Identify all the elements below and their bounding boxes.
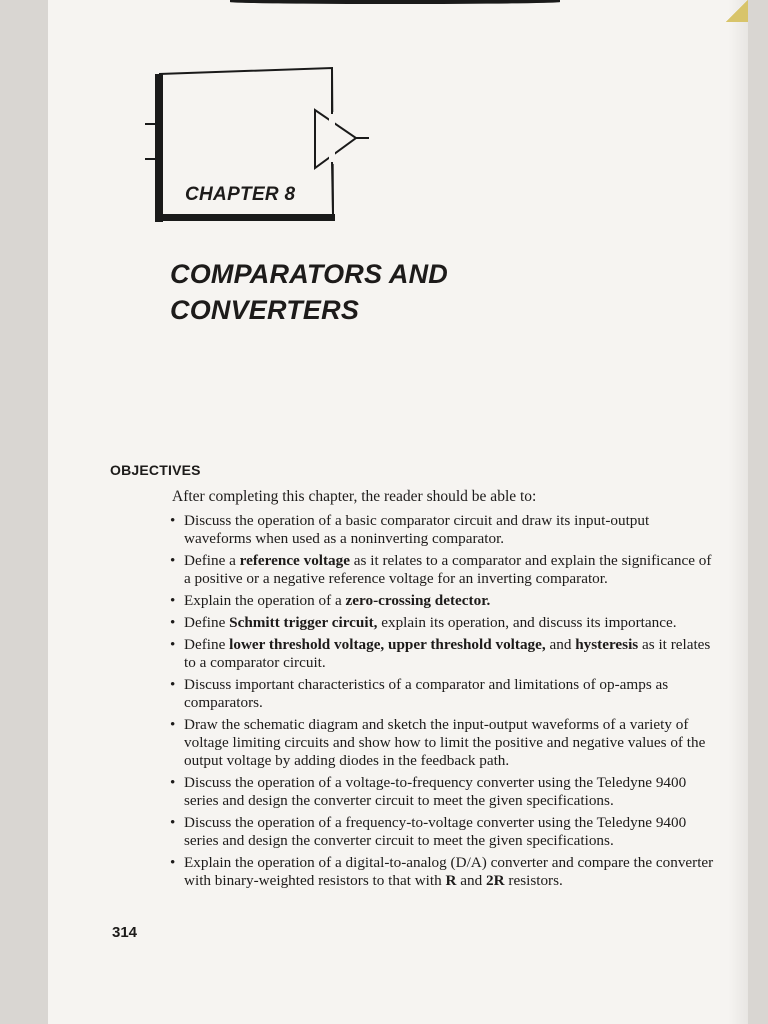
objective-text: Discuss the operation of a frequency-to-voltage converter using the Teledyne 9400 series and design the converter circuit to meet the given specifications. bbox=[184, 814, 687, 849]
bullet-icon: • bbox=[170, 592, 176, 609]
top-binding-edge bbox=[230, 0, 560, 4]
objectives-heading: OBJECTIVES bbox=[110, 462, 201, 478]
page-corner-mark bbox=[726, 0, 748, 22]
objective-text: explain its operation, and discuss its importance. bbox=[377, 614, 677, 631]
objective-key-term: hysteresis bbox=[575, 636, 639, 653]
objective-item bbox=[170, 814, 716, 850]
objective-text: resistors. bbox=[504, 872, 563, 889]
objective-text: Define bbox=[184, 614, 230, 631]
objective-item bbox=[170, 614, 716, 632]
chapter-title bbox=[170, 256, 590, 328]
bullet-icon: • bbox=[170, 552, 176, 569]
objective-text: and bbox=[456, 872, 487, 889]
objective-text: Draw the schematic diagram and sketch the input-output waveforms of a variety of voltage limiting circuits and show how to limit the positive and negative values of the output voltage by adding diodes in the feedback path. bbox=[184, 716, 706, 769]
chapter-title-line-2: CONVERTERS bbox=[170, 295, 360, 325]
objectives-intro: After completing this chapter, the reader should be able to: bbox=[172, 488, 537, 505]
objective-key-term: zero-crossing detector. bbox=[345, 592, 491, 609]
objective-text: Define a bbox=[184, 552, 240, 569]
objective-item bbox=[170, 716, 716, 770]
bullet-icon: • bbox=[170, 676, 176, 693]
objective-key-term: reference voltage bbox=[239, 552, 350, 569]
objective-key-term: lower threshold voltage, upper threshold voltage, bbox=[229, 636, 546, 653]
bullet-icon: • bbox=[170, 854, 176, 871]
bullet-icon: • bbox=[170, 614, 176, 631]
objective-text: Define bbox=[184, 636, 230, 653]
comparator-box-graphic bbox=[143, 62, 373, 232]
objective-item bbox=[170, 552, 716, 588]
objective-item bbox=[170, 512, 716, 548]
chapter-title-line-1: COMPARATORS AND bbox=[170, 259, 448, 289]
objective-key-term: Schmitt trigger circuit, bbox=[229, 614, 378, 631]
objective-key-term: 2R bbox=[486, 872, 505, 889]
bullet-icon: • bbox=[170, 636, 176, 653]
chapter-label: CHAPTER 8 bbox=[185, 184, 296, 205]
objective-text: and bbox=[545, 636, 576, 653]
bullet-icon: • bbox=[170, 814, 176, 831]
objective-text: Explain the operation of a digital-to-analog (D/A) converter and compare the converter with binary-weighted resistors to that with bbox=[184, 854, 714, 889]
page-number: 314 bbox=[112, 924, 138, 941]
objective-item bbox=[170, 774, 716, 810]
objective-text: Discuss the operation of a basic comparator circuit and draw its input-output waveforms when used as a noninverting comparator. bbox=[184, 512, 650, 547]
objectives-list bbox=[170, 512, 716, 894]
objective-text: Discuss the operation of a voltage-to-frequency converter using the Teledyne 9400 series and design the converter circuit to meet the given specifications. bbox=[184, 774, 687, 809]
objective-text: as it relates to a comparator and explain the significance of a positive or a negative reference voltage for an inverting comparator. bbox=[184, 552, 712, 587]
objective-text: Explain the operation of a bbox=[184, 592, 346, 609]
objective-item bbox=[170, 676, 716, 712]
objective-key-term: R bbox=[445, 872, 457, 889]
objective-text: as it relates to a comparator circuit. bbox=[184, 636, 711, 671]
bullet-icon: • bbox=[170, 774, 176, 791]
bullet-icon: • bbox=[170, 512, 176, 529]
bullet-icon: • bbox=[170, 716, 176, 733]
objective-text: Discuss important characteristics of a comparator and limitations of op-amps as comparators. bbox=[184, 676, 669, 711]
page-edge-shadow bbox=[728, 0, 748, 1024]
objective-item bbox=[170, 636, 716, 672]
objective-item bbox=[170, 854, 716, 890]
objective-item bbox=[170, 592, 716, 610]
